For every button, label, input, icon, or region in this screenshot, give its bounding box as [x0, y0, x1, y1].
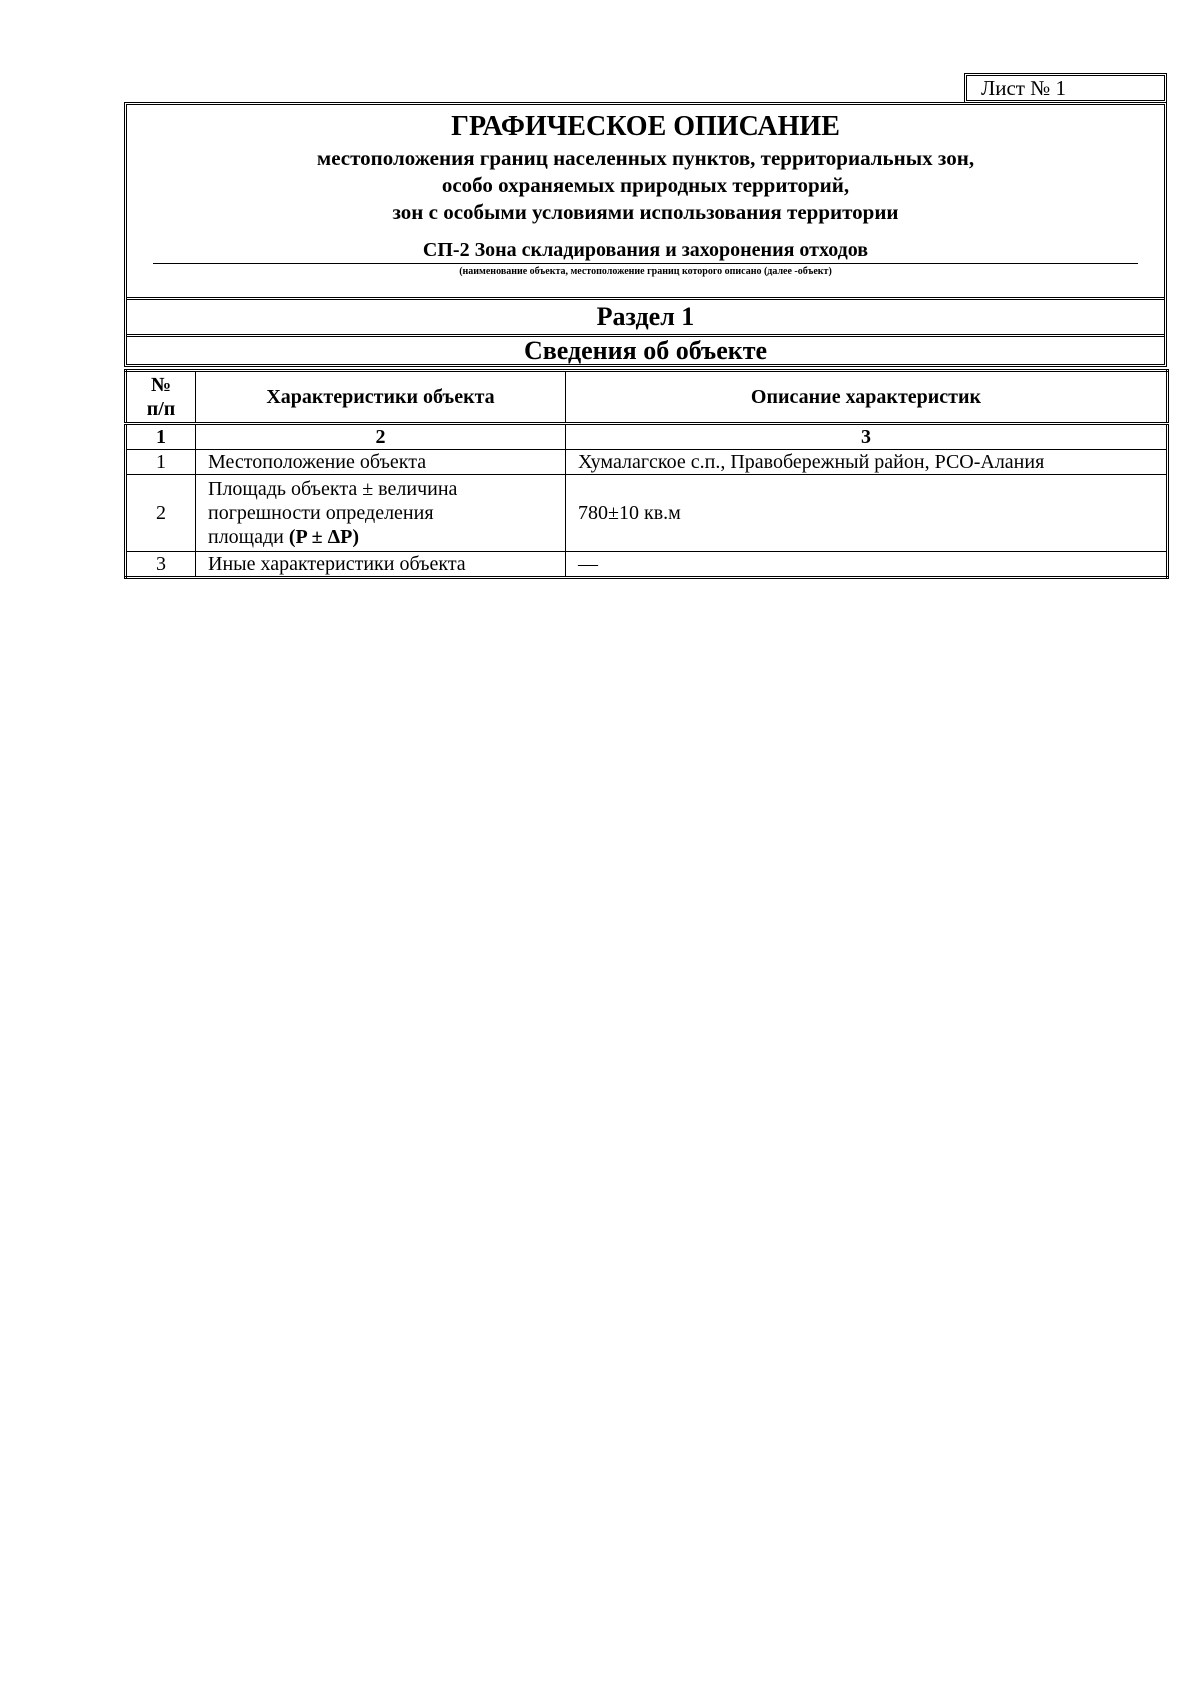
table-header-row	[126, 371, 1168, 424]
header-characteristic: Характеристики объекта	[196, 371, 566, 424]
column-index-row	[126, 424, 1168, 450]
header-num: № п/п	[126, 371, 196, 424]
object-info-table	[124, 369, 1169, 579]
row-characteristic	[196, 475, 566, 552]
section-subtitle: Сведения об объекте	[523, 336, 768, 365]
formula: (P ± ΔP)	[288, 526, 360, 548]
section-title: Раздел 1	[596, 302, 695, 331]
subtitle-line-1: местоположения границ населенных пунктов, территориальных зон,	[316, 146, 975, 170]
object-name-underline	[153, 263, 1138, 264]
column-index: 3	[566, 424, 1168, 450]
row-characteristic: Местоположение объекта	[196, 450, 566, 475]
row-num: 2	[126, 475, 196, 552]
row-characteristic: Иные характеристики объекта	[196, 552, 566, 578]
table-row	[126, 475, 1168, 552]
row-num: 3	[126, 552, 196, 578]
characteristic-text: площади	[208, 526, 289, 548]
characteristic-line	[208, 525, 553, 549]
characteristic-line: Площадь объекта ± величина	[208, 478, 458, 500]
sheet-number	[964, 73, 1167, 103]
column-index: 2	[196, 424, 566, 450]
object-caption: (наименование объекта, местоположение границ которого описано (далее -объект)	[459, 266, 832, 277]
row-description: 780±10 кв.м	[566, 475, 1168, 552]
table-row	[126, 552, 1168, 578]
document-header	[124, 102, 1167, 367]
document-title: ГРАФИЧЕСКОЕ ОПИСАНИЕ	[451, 111, 840, 142]
row-description: Хумалагское с.п., Правобережный район, РСО-Алания	[566, 450, 1168, 475]
header-description: Описание характеристик	[566, 371, 1168, 424]
column-index: 1	[126, 424, 196, 450]
row-description: —	[566, 552, 1168, 578]
table-row	[126, 450, 1168, 475]
row-num: 1	[126, 450, 196, 475]
subtitle-line-2: особо охраняемых природных территорий,	[441, 173, 850, 197]
subtitle-line-3: зон с особыми условиями использования территории	[392, 200, 899, 224]
object-name: СП-2 Зона складирования и захоронения отходов	[422, 239, 869, 261]
characteristic-line: погрешности определения	[208, 502, 434, 524]
sheet-number-label: Лист № 1	[981, 76, 1067, 100]
divider	[127, 297, 1164, 300]
